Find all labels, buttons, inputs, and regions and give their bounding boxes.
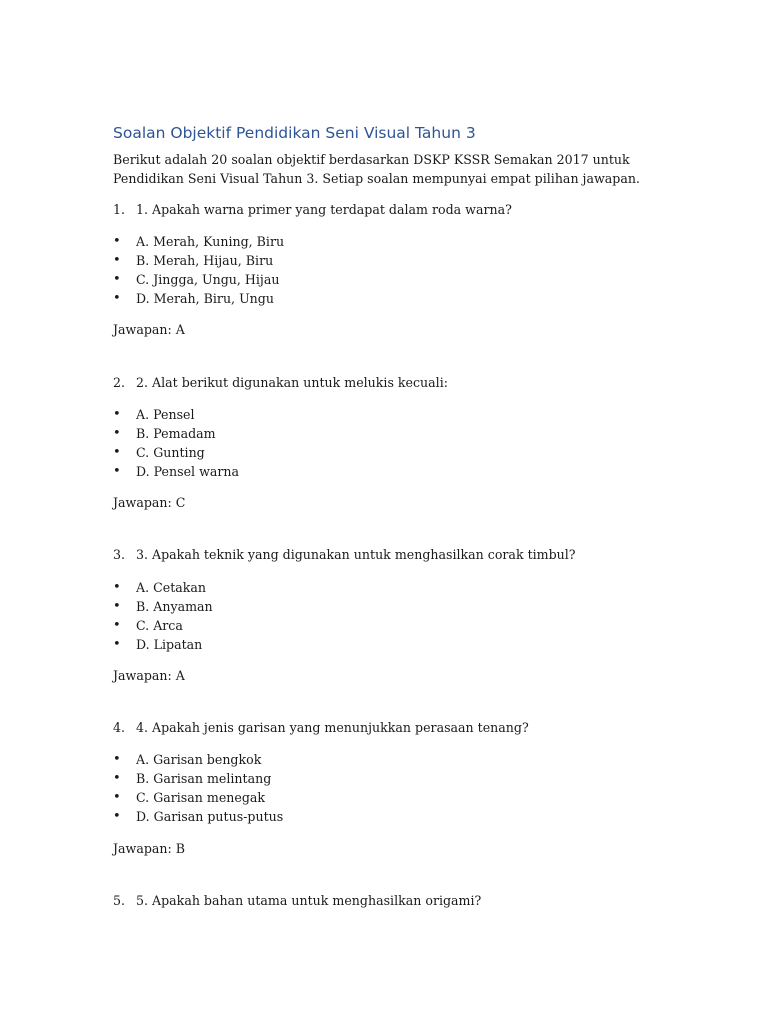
option-text: B. Pemadam [136, 426, 216, 441]
option-item [113, 270, 284, 289]
bullet-icon: • [113, 464, 121, 479]
option-item [113, 788, 283, 807]
bullet-icon: • [113, 445, 121, 460]
bullet-icon: • [113, 291, 121, 306]
question-text: 3. Apakah teknik yang digunakan untuk menghasilkan corak timbul? [136, 547, 576, 562]
question-text: 4. Apakah jenis garisan yang menunjukkan perasaan tenang? [136, 720, 529, 735]
options-list [113, 232, 284, 308]
bullet-icon: • [113, 752, 121, 767]
document-title: Soalan Objektif Pendidikan Seni Visual Tahun 3 [113, 124, 476, 142]
option-text: C. Jingga, Ungu, Hijau [136, 272, 280, 287]
question-text: 2. Alat berikut digunakan untuk melukis kecuali: [136, 375, 448, 390]
option-item [113, 635, 213, 654]
answer-text: Jawapan: B [113, 841, 186, 856]
option-item [113, 769, 283, 788]
question-number: 2. [113, 375, 126, 390]
option-item [113, 597, 213, 616]
question-number: 3. [113, 547, 126, 562]
option-text: A. Merah, Kuning, Biru [136, 234, 285, 249]
answer-text: Jawapan: A [113, 668, 185, 683]
options-list [113, 750, 283, 826]
question-4 [113, 720, 529, 735]
option-item [113, 750, 283, 769]
bullet-icon: • [113, 637, 121, 652]
answer-text: Jawapan: C [113, 495, 186, 510]
option-text: A. Garisan bengkok [136, 752, 262, 767]
bullet-icon: • [113, 253, 121, 268]
bullet-icon: • [113, 809, 121, 824]
option-item [113, 616, 213, 635]
option-text: C. Garisan menegak [136, 790, 266, 805]
option-text: A. Pensel [136, 407, 195, 422]
option-item [113, 232, 284, 251]
option-item [113, 251, 284, 270]
option-text: D. Merah, Biru, Ungu [136, 291, 274, 306]
option-item [113, 443, 239, 462]
option-text: D. Lipatan [136, 637, 203, 652]
bullet-icon: • [113, 771, 121, 786]
bullet-icon: • [113, 618, 121, 633]
option-text: D. Pensel warna [136, 464, 240, 479]
option-text: C. Arca [136, 618, 183, 633]
question-1 [113, 202, 512, 217]
answer-text: Jawapan: A [113, 322, 185, 337]
question-5 [113, 893, 481, 908]
bullet-icon: • [113, 234, 121, 249]
option-text: A. Cetakan [136, 580, 207, 595]
option-item [113, 462, 239, 481]
question-3 [113, 547, 576, 562]
option-text: B. Merah, Hijau, Biru [136, 253, 274, 268]
question-text: 5. Apakah bahan utama untuk menghasilkan origami? [136, 893, 482, 908]
question-number: 1. [113, 202, 126, 217]
option-item [113, 405, 239, 424]
intro-paragraph: Berikut adalah 20 soalan objektif berdasarkan DSKP KSSR Semakan 2017 untuk Pendidikan Seni Visual Tahun 3. Setiap soalan mempunyai empat pilihan jawapan. [113, 152, 640, 186]
bullet-icon: • [113, 407, 121, 422]
option-text: B. Garisan melintang [136, 771, 272, 786]
bullet-icon: • [113, 272, 121, 287]
option-item [113, 289, 284, 308]
bullet-icon: • [113, 599, 121, 614]
question-number: 4. [113, 720, 126, 735]
bullet-icon: • [113, 790, 121, 805]
question-2 [113, 375, 448, 390]
option-item [113, 424, 239, 443]
question-number: 5. [113, 893, 126, 908]
bullet-icon: • [113, 580, 121, 595]
option-item [113, 578, 213, 597]
options-list [113, 578, 213, 654]
option-text: B. Anyaman [136, 599, 213, 614]
question-text: 1. Apakah warna primer yang terdapat dalam roda warna? [136, 202, 512, 217]
options-list [113, 405, 239, 481]
option-item [113, 807, 283, 826]
bullet-icon: • [113, 426, 121, 441]
option-text: D. Garisan putus-putus [136, 809, 284, 824]
option-text: C. Gunting [136, 445, 205, 460]
